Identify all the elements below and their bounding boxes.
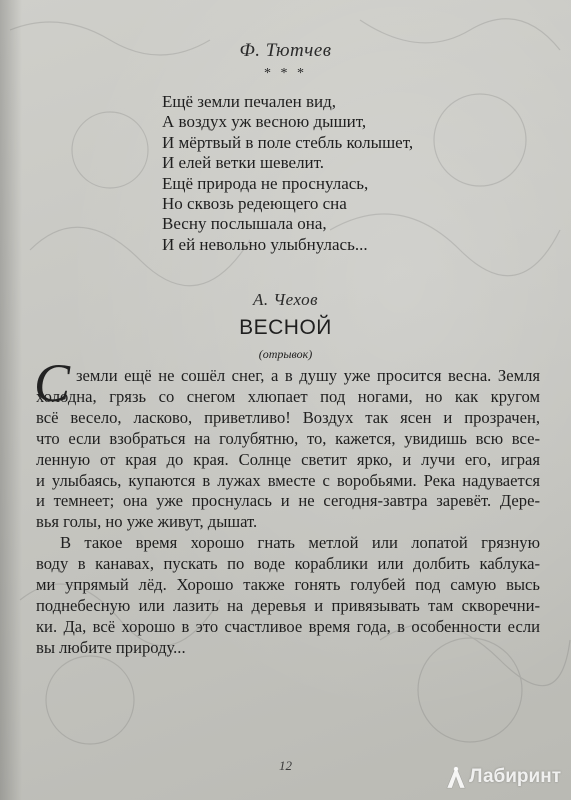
- prose-line: земли ещё не сошёл снег, а в душу уже просится весна. Земля: [76, 366, 540, 385]
- labirint-watermark: [445, 764, 561, 790]
- story-author: А. Чехов: [253, 290, 318, 309]
- prose-line: что если взобраться на голубятню, то, кажется, увидишь всю все-: [36, 428, 540, 448]
- poem-line: И елей ветки шевелит.: [162, 153, 325, 173]
- poem-separator: * * *: [264, 66, 307, 81]
- prose-line: вья голы, но уже живут, дышат.: [36, 512, 258, 532]
- labyrinth-logo-icon: [445, 764, 467, 790]
- prose-line: ки. Да, всё хорошо в это счастливое время года, в особенности если: [36, 616, 540, 636]
- watermark-text: Лабиринт: [469, 766, 561, 787]
- prose-line: вы любите природу...: [36, 637, 186, 657]
- prose-line: В такое время хорошо гнать метлой или лопатой грязную: [60, 533, 540, 553]
- poem-author: Ф. Тютчев: [239, 40, 332, 61]
- story-subtitle: (отрывок): [258, 347, 313, 361]
- prose-line: и улыбаясь, купаются в лужах вместе с воробьями. Река надувается: [36, 470, 540, 490]
- poem-line: Ещё земли печален вид,: [162, 92, 336, 111]
- drop-cap: С: [34, 353, 71, 413]
- page-number: 12: [279, 758, 292, 773]
- prose-line: поднебесную или лазить на деревья и привязывать там скворечни-: [36, 595, 540, 615]
- poem-line: Ещё природа не проснулась,: [162, 173, 369, 193]
- poem-block: [162, 92, 482, 255]
- prose-line: и темнеет; она уже проснулась и не сегодня-завтра заревёт. Дере-: [36, 491, 540, 511]
- prose-line: ми упрямый лёд. Хорошо также гонять голубей под самую высь: [36, 575, 540, 595]
- prose-line: всё весело, ласково, приветливо! Воздух так ясен и прозрачен,: [36, 407, 540, 427]
- prose-line: холодна, грязь со снегом хлюпает под ногами, но как кругом: [36, 386, 540, 406]
- prose-line: воду в канавах, пускать по воде кораблики или долбить каблука-: [36, 554, 540, 574]
- prose-line: ленную от края до края. Солнце светит ярко, и лучи его, играя: [36, 449, 540, 469]
- poem-line: А воздух уж весною дышит,: [162, 112, 367, 132]
- poem-line: Весну послышала она,: [162, 214, 327, 234]
- story-title: ВЕСНОЙ: [239, 316, 332, 339]
- poem-line: И ей невольно улыбнулась...: [162, 234, 368, 254]
- poem-line: Но сквозь редеющего сна: [162, 194, 347, 214]
- poem-line: И мёртвый в поле стебль колышет,: [162, 132, 414, 152]
